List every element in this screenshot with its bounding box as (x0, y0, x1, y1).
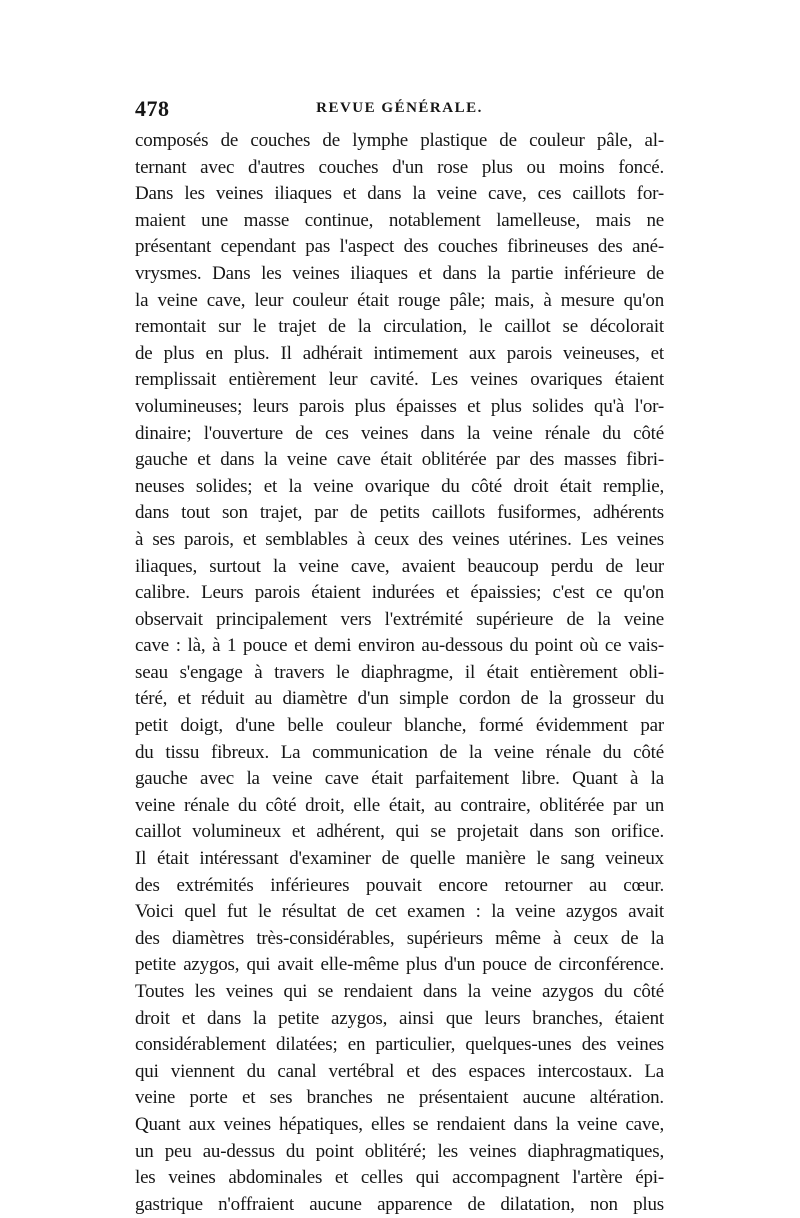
text-line: Voici quel fut le résultat de cet examen : la veine azygos avait (135, 901, 664, 923)
text-line: gauche et dans la veine cave était oblitérée par des masses fibri- (135, 449, 664, 471)
text-line: considérablement dilatées; en particulier, quelques-unes des veines (135, 1034, 664, 1056)
text-line: seau s'engage à travers le diaphragme, il était entièrement obli- (135, 661, 664, 683)
text-line: présentant cependant pas l'aspect des couches fibrineuses des ané- (135, 236, 664, 258)
text-line: téré, et réduit au diamètre d'un simple cordon de la grosseur du (135, 688, 664, 710)
page-header (135, 96, 664, 122)
text-line: caillot volumineux et adhérent, qui se projetait dans son orifice. (135, 821, 664, 843)
text-line: de plus en plus. Il adhérait intimement aux parois veineuses, et (135, 342, 664, 364)
text-line: Dans les veines iliaques et dans la veine cave, ces caillots for- (135, 183, 664, 205)
text-line: veine rénale du côté droit, elle était, au contraire, oblitérée par un (135, 794, 664, 816)
page-number: 478 (135, 96, 170, 121)
text-line: petite azygos, qui avait elle-même plus d'un pouce de circonférence. (135, 954, 664, 976)
text-line: observait principalement vers l'extrémité supérieure de la veine (135, 608, 664, 630)
text-line: les veines abdominales et celles qui accompagnent l'artère épi- (135, 1167, 664, 1189)
text-line: un peu au-dessus du point oblitéré; les veines diaphragmatiques, (135, 1140, 664, 1162)
text-line: Quant aux veines hépatiques, elles se rendaient dans la veine cave, (135, 1113, 664, 1135)
text-line: Il était intéressant d'examiner de quelle manière le sang veineux (135, 848, 664, 870)
text-line: remplissait entièrement leur cavité. Les veines ovariques étaient (135, 369, 664, 391)
body-text (135, 128, 664, 1218)
text-line: droit et dans la petite azygos, ainsi que leurs branches, étaient (135, 1007, 664, 1029)
text-line: gauche avec la veine cave était parfaitement libre. Quant à la (135, 768, 664, 790)
text-line: des extrémités inférieures pouvait encore retourner au cœur. (135, 874, 664, 896)
text-line: composés de couches de lymphe plastique de couleur pâle, al- (135, 130, 664, 151)
text-line: remontait sur le trajet de la circulation, le caillot se décolorait (135, 316, 664, 338)
text-line: des diamètres très-considérables, supérieurs même à ceux de la (135, 927, 664, 949)
text-line: iliaques, surtout la veine cave, avaient beaucoup perdu de leur (135, 555, 664, 577)
text-line: cave : là, à 1 pouce et demi environ au-dessous du point où ce vais- (135, 635, 664, 657)
text-line: à ses parois, et semblables à ceux des veines utérines. Les veines (135, 528, 664, 550)
text-line: Toutes les veines qui se rendaient dans la veine azygos du côté (135, 981, 664, 1002)
text-line: volumineuses; leurs parois plus épaisses et plus solides qu'à l'or- (135, 395, 664, 417)
text-line: qui viennent du canal vertébral et des espaces intercostaux. La (135, 1060, 664, 1082)
text-line: maient une masse continue, notablement lamelleuse, mais ne (135, 209, 664, 231)
text-line: petit doigt, d'une belle couleur blanche, formé évidemment par (135, 715, 664, 737)
text-line: dinaire; l'ouverture de ces veines dans la veine rénale du côté (135, 422, 664, 444)
running-title: REVUE GÉNÉRALE. (316, 100, 483, 116)
text-line: dans tout son trajet, par de petits caillots fusiformes, adhérents (135, 502, 664, 524)
text-line: du tissu fibreux. La communication de la veine rénale du côté (135, 741, 664, 763)
text-line: veine porte et ses branches ne présentaient aucune altération. (135, 1087, 664, 1109)
text-line: vrysmes. Dans les veines iliaques et dans la partie inférieure de (135, 262, 664, 284)
text-line: gastrique n'offraient aucune apparence de dilatation, non plus (135, 1193, 664, 1215)
text-line: la veine cave, leur couleur était rouge pâle; mais, à mesure qu'on (135, 289, 664, 311)
text-line: neuses solides; et la veine ovarique du côté droit était remplie, (135, 475, 664, 497)
text-line: ternant avec d'autres couches d'un rose plus ou moins foncé. (135, 156, 664, 178)
text-line: calibre. Leurs parois étaient indurées et épaissies; c'est ce qu'on (135, 582, 664, 604)
